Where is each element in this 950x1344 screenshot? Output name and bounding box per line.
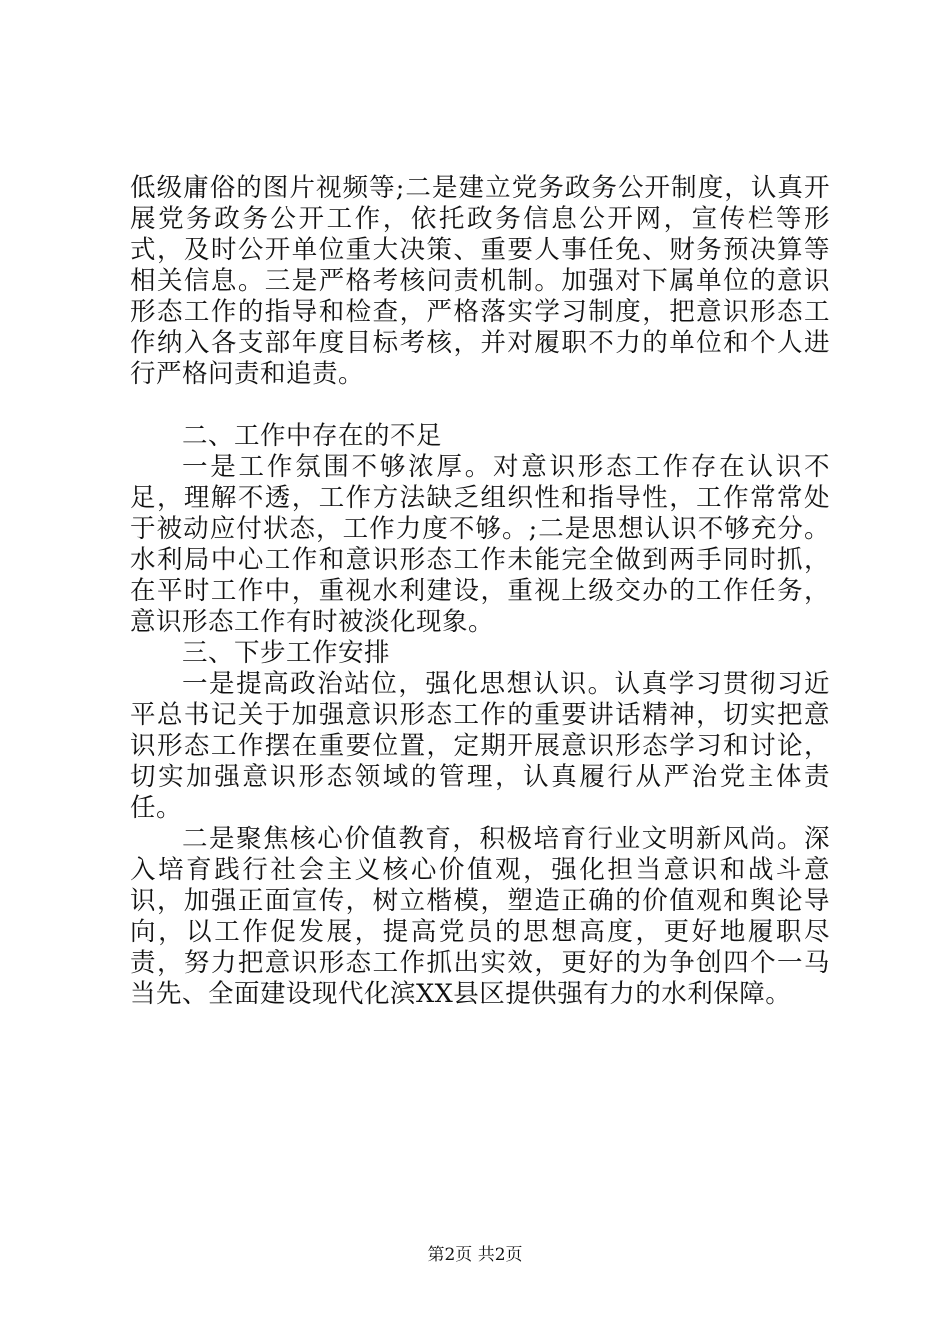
document-body (130, 173, 830, 1010)
paragraph-next-step-one: 一是提高政治站位，强化思想认识。认真学习贯彻习近平总书记关于加强意识形态工作的重要讲话精神，切实把意识形态工作摆在重要位置，定期开展意识形态学习和讨论，切实加强意识形态领域的管理，认真履行从严治党主体责任。 (130, 669, 830, 823)
section-heading-shortcomings: 二、工作中存在的不足 (182, 421, 443, 451)
paragraph-next-step-two: 二是聚焦核心价值教育，积极培育行业文明新风尚。深入培育践行社会主义核心价值观，强化担当意识和战斗意识，加强正面宣传，树立楷模，塑造正确的价值观和舆论导向，以工作促发展，提高党员的思想高度，更好地履职尽责，努力把意识形态工作抓出实效，更好的为争创四个一马当先、全面建设现代化滨XX县区提供强有力的水利保障。 (130, 824, 830, 1009)
paragraph-shortcomings: 一是工作氛围不够浓厚。对意识形态工作存在认识不足，理解不透，工作方法缺乏组织性和指导性，工作常常处于被动应付状态，工作力度不够。;二是思想认识不够充分。水利局中心工作和意识形态工作未能完全做到两手同时抓，在平时工作中，重视水利建设，重视上级交办的工作任务，意识形态工作有时被淡化现象。 (130, 452, 830, 637)
page-number-footer: 第2页 共2页 (427, 1245, 523, 1265)
paragraph-open-governance: 低级庸俗的图片视频等;二是建立党务政务公开制度，认真开展党务政务公开工作，依托政务信息公开网，宣传栏等形式，及时公开单位重大决策、重要人事任免、财务预决算等相关信息。三是严格考核问责机制。加强对下属单位的意识形态工作的指导和检查，严格落实学习制度，把意识形态工作纳入各支部年度目标考核，并对履职不力的单位和个人进行严格问责和追责。 (130, 173, 830, 389)
section-heading-next-steps: 三、下步工作安排 (182, 638, 391, 668)
